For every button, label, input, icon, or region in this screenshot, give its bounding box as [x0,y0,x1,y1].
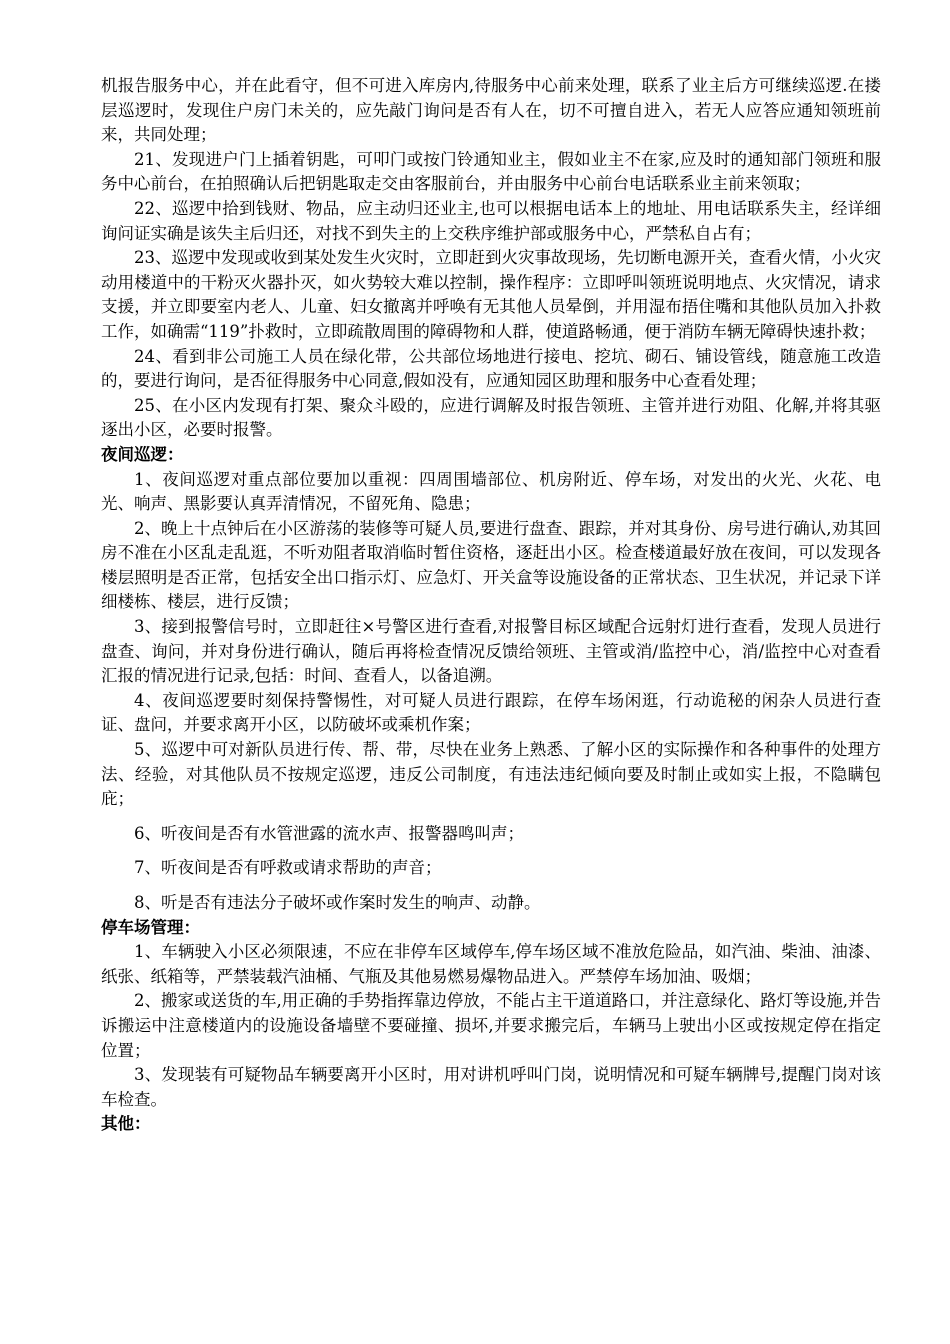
night-patrol-item-3: 3、接到报警信号时，立即赶往×号警区进行查看,对报警目标区域配合远射灯进行查看，发现人员进行盘查、询问，并对身份进行确认，随后再将检查情况反馈给领班、主管或消/监控中心，消/监控中心对查看汇报的情况进行记录,包括：时间、查看人，以备追溯。 [101,617,881,686]
parking-item-2: 2、搬家或送货的车,用正确的手势指挥靠边停放，不能占主干道道路口，并注意绿化、路灯等设施,并告诉搬运中注意楼道内的设施设备墙壁不要碰撞、损坏,并要求搬完后，车辆马上驶出小区或按规定停在指定位置； [101,991,881,1060]
other-heading: 其他： [101,1114,151,1134]
night-patrol-item-2: 2、晚上十点钟后在小区游荡的装修等可疑人员,要进行盘查、跟踪，并对其身份、房号进行确认,劝其回房不准在小区乱走乱逛，不听劝阻者取消临时暂住资格，逐赶出小区。检查楼道最好放在夜间，可以发现各楼层照明是否正常，包括安全出口指示灯、应急灯、开关盒等设施设备的正常状态、卫生状况，并记录下详细楼栋、楼层，进行反馈； [101,518,881,612]
paragraph-item-23: 23、巡逻中发现或收到某处发生火灾时，立即赶到火灾事故现场，先切断电源开关，查看火情，小火灾动用楼道中的干粉灭火器扑灭，如火势较大难以控制，操作程序：立即呼叫领班说明地点、火灾情况，请求支援，并立即要室内老人、儿童、妇女撤离并呼唤有无其他人员晕倒，并用湿布捂住嘴和其他队员加入扑救工作，如确需“119”扑救时，立即疏散周围的障碍物和人群，使道路畅通，便于消防车辆无障碍快速扑救； [101,248,881,341]
parking-heading: 停车场管理： [101,917,200,937]
paragraph-item-24: 24、看到非公司施工人员在绿化带，公共部位场地进行接电、挖坑、砌石、铺设管线，随意施工改造的，要进行询问，是否征得服务中心同意,假如没有，应通知园区助理和服务中心查看处理； [101,346,881,391]
night-patrol-heading: 夜间巡逻： [101,444,184,464]
paragraph-continued: 机报告服务中心，并在此看守，但不可进入库房内,待服务中心前来处理，联系了业主后方可继续巡逻.在搂层巡逻时，发现住户房门未关的，应先敲门询问是否有人在，切不可擅自进入，若无人应答应通知领班前来，共同处理； [101,76,881,145]
night-patrol-item-7: 7、听夜间是否有呼救或请求帮助的声音； [134,858,442,878]
parking-item-1: 1、车辆驶入小区必须限速，不应在非停车区域停车,停车场区域不准放危险品，如汽油、柴油、油漆、纸张、纸箱等，严禁装载汽油桶、气瓶及其他易燃易爆物品进入。严禁停车场加油、吸烟； [101,942,881,986]
parking-item-3: 3、发现装有可疑物品车辆要离开小区时，用对讲机呼叫门岗，说明情况和可疑车辆牌号,提醒门岗对该车检查。 [101,1065,881,1109]
night-patrol-item-8: 8、听是否有违法分子破坏或作案时发生的响声、动静。 [134,893,541,912]
paragraph-item-25: 25、在小区内发现有打架、聚众斗殴的，应进行调解及时报告领班、主管并进行劝阻、化解,并将其驱逐出小区，必要时报警。 [101,395,881,440]
night-patrol-item-6: 6、听夜间是否有水管泄露的流水声、报警器鸣叫声； [134,823,524,843]
document-body [101,74,881,1137]
paragraph-item-22: 22、巡逻中拾到钱财、物品，应主动归还业主,也可以根据电话本上的地址、用电话联系失主，经详细询问证实确是该失主后归还，对找不到失主的上交秩序维护部或服务中心，严禁私自占有； [101,198,881,243]
paragraph-item-21: 21、发现进户门上插着钥匙，可叩门或按门铃通知业主，假如业主不在家,应及时的通知部门领班和服务中心前台，在拍照确认后把钥匙取走交由客服前台，并由服务中心前台电话联系业主前来领取； [101,149,881,194]
night-patrol-item-5: 5、巡逻中可对新队员进行传、帮、带，尽快在业务上熟悉、了解小区的实际操作和各种事件的处理方法、经验，对其他队员不按规定巡逻，违反公司制度，有违法违纪倾向要及时制止或如实上报，不隐瞒包庇； [101,740,881,809]
night-patrol-item-4: 4、夜间巡逻要时刻保持警惕性，对可疑人员进行跟踪，在停车场闲逛，行动诡秘的闲杂人员进行查证、盘问，并要求离开小区，以防破坏或乘机作案； [101,690,881,735]
night-patrol-item-1: 1、夜间巡逻对重点部位要加以重视：四周围墙部位、机房附近、停车场，对发出的火光、火花、电光、响声、黑影要认真弄清情况，不留死角、隐患； [101,469,881,514]
